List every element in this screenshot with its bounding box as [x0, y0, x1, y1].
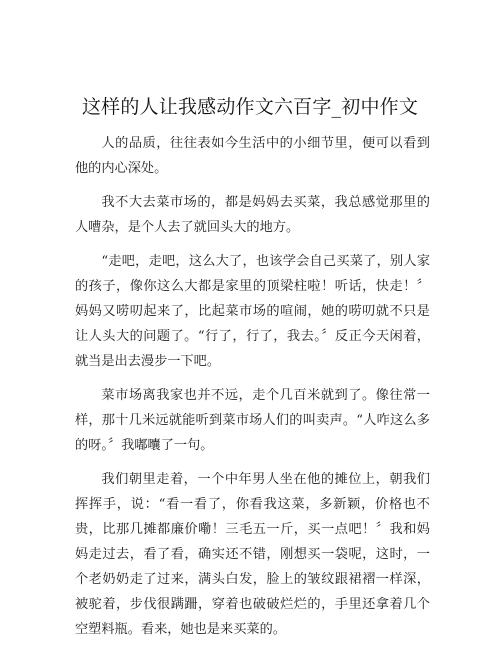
paragraph: 人的品质，往往表如今生活中的小细节里，便可以看到他的内心深处。	[75, 136, 430, 176]
paragraph: 我不大去菜市场的，都是妈妈去买菜，我总感觉那里的人嘈杂，是个人去了就回头大的地方。	[75, 195, 430, 235]
document-body	[75, 131, 430, 651]
paragraph: “走吧，走吧，这么大了，也该学会自己买菜了，别人家的孩子，像你这么大都是家里的顶梁柱啦！听话，快走！〞妈妈又唠叨起来了，比起菜市场的喧闹，她的唠叨就不只是让人头大的问题了。“行了，行了，我去。〞反正今天闲着，就当是出去漫步一下吧。	[75, 254, 430, 369]
paragraph: 菜市场离我家也并不远，走个几百米就到了。像往常一样，那十几米远就能听到菜市场人们的叫卖声。“人咋这么多的呀。〞我嘟囔了一句。	[75, 388, 430, 453]
paragraph: 我们朝里走着，一个中年男人坐在他的摊位上，朝我们挥挥手，说：“看一看了，你看我这菜，多新颖，价格也不贵，比那几摊都廉价嘞！三毛五一斤，买一点吧！〞我和妈妈走过去，看了看，确实还不错，刚想买一袋呢，这时，一个老奶奶走了过来，满头白发，脸上的皱纹跟裙褶一样深，被驼着，步伐很蹒跚，穿着也破破烂烂的，手里还拿着几个空塑料瓶。看来，她也是来买菜的。	[75, 472, 430, 637]
document-title: 这样的人让我感动作文六百字_初中作文	[81, 96, 419, 118]
